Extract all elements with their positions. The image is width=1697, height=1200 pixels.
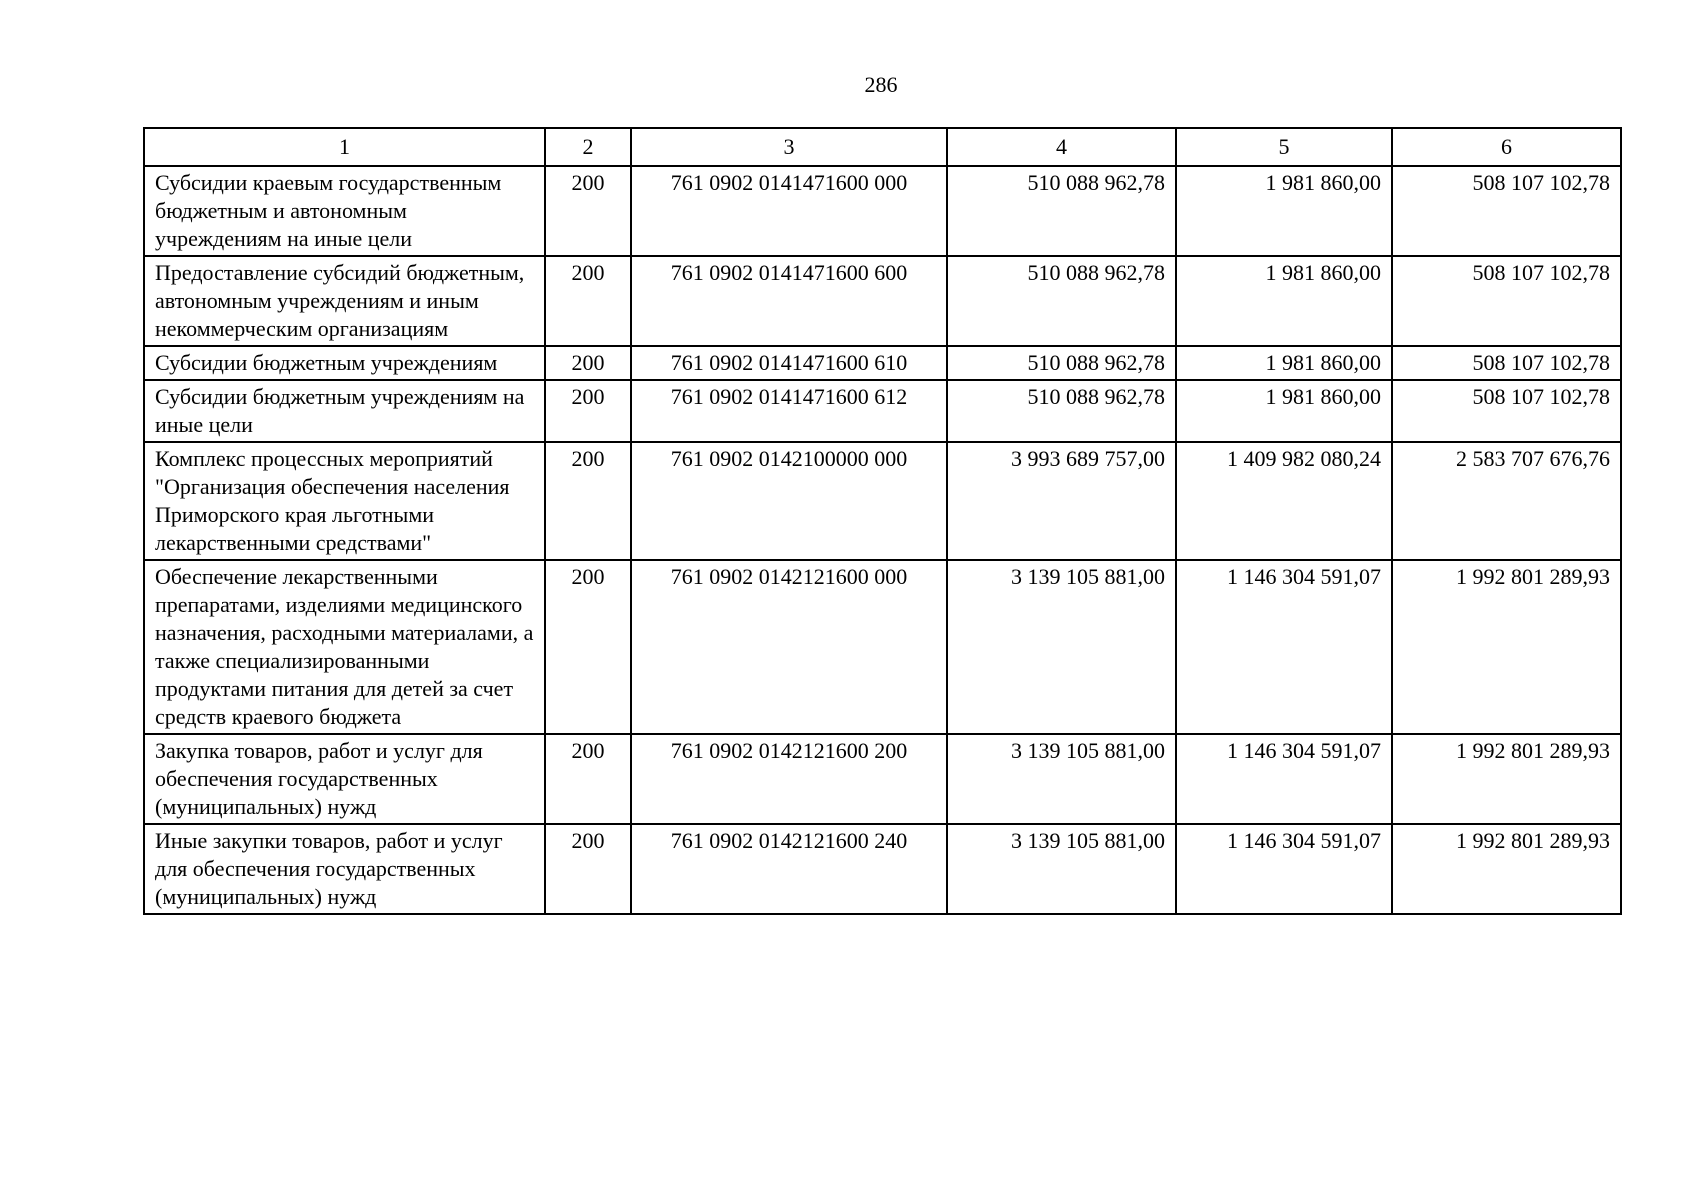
row-name: Субсидии краевым государственным бюджетным и автономным учреждениям на иные цели <box>144 166 545 256</box>
row-col6: 508 107 102,78 <box>1392 256 1621 346</box>
row-col5: 1 981 860,00 <box>1176 380 1392 442</box>
row-col4: 3 993 689 757,00 <box>947 442 1176 560</box>
row-col5: 1 981 860,00 <box>1176 346 1392 380</box>
row-name: Предоставление субсидий бюджетным, автономным учреждениям и иным некоммерческим организациям <box>144 256 545 346</box>
row-col6: 508 107 102,78 <box>1392 166 1621 256</box>
row-classification: 761 0902 0142121600 200 <box>631 734 947 824</box>
row-code: 200 <box>545 560 631 734</box>
table-row <box>144 256 1621 346</box>
row-col5: 1 146 304 591,07 <box>1176 824 1392 914</box>
row-classification: 761 0902 0141471600 000 <box>631 166 947 256</box>
row-classification: 761 0902 0142100000 000 <box>631 442 947 560</box>
row-col4: 3 139 105 881,00 <box>947 824 1176 914</box>
row-name: Комплекс процессных мероприятий "Организация обеспечения населения Приморского края льготными лекарственными средствами" <box>144 442 545 560</box>
column-header: 4 <box>947 128 1176 166</box>
table-row <box>144 560 1621 734</box>
row-col6: 1 992 801 289,93 <box>1392 560 1621 734</box>
row-classification: 761 0902 0142121600 240 <box>631 824 947 914</box>
column-header: 5 <box>1176 128 1392 166</box>
row-classification: 761 0902 0142121600 000 <box>631 560 947 734</box>
table-row <box>144 346 1621 380</box>
table-row <box>144 166 1621 256</box>
row-name: Иные закупки товаров, работ и услуг для обеспечения государственных (муниципальных) нужд <box>144 824 545 914</box>
row-code: 200 <box>545 346 631 380</box>
row-name: Субсидии бюджетным учреждениям на иные цели <box>144 380 545 442</box>
row-col5: 1 146 304 591,07 <box>1176 734 1392 824</box>
row-classification: 761 0902 0141471600 610 <box>631 346 947 380</box>
column-header: 2 <box>545 128 631 166</box>
row-col6: 1 992 801 289,93 <box>1392 734 1621 824</box>
row-col5: 1 146 304 591,07 <box>1176 560 1392 734</box>
row-col6: 1 992 801 289,93 <box>1392 824 1621 914</box>
row-col5: 1 981 860,00 <box>1176 256 1392 346</box>
row-col6: 508 107 102,78 <box>1392 380 1621 442</box>
table-row <box>144 824 1621 914</box>
page-number: 286 <box>864 72 898 97</box>
row-col5: 1 409 982 080,24 <box>1176 442 1392 560</box>
row-col6: 2 583 707 676,76 <box>1392 442 1621 560</box>
row-name: Обеспечение лекарственными препаратами, изделиями медицинского назначения, расходными материалами, а также специализированными продуктами питания для детей за счет средств краевого бюджета <box>144 560 545 734</box>
row-col5: 1 981 860,00 <box>1176 166 1392 256</box>
column-header: 6 <box>1392 128 1621 166</box>
row-code: 200 <box>545 256 631 346</box>
table-row <box>144 442 1621 560</box>
table-row <box>144 734 1621 824</box>
row-col6: 508 107 102,78 <box>1392 346 1621 380</box>
row-col4: 510 088 962,78 <box>947 166 1176 256</box>
row-code: 200 <box>545 166 631 256</box>
row-col4: 510 088 962,78 <box>947 256 1176 346</box>
row-classification: 761 0902 0141471600 612 <box>631 380 947 442</box>
row-classification: 761 0902 0141471600 600 <box>631 256 947 346</box>
column-header: 1 <box>144 128 545 166</box>
row-code: 200 <box>545 442 631 560</box>
row-code: 200 <box>545 380 631 442</box>
header-row <box>144 128 1621 166</box>
table-row <box>144 380 1621 442</box>
budget-table <box>143 127 1622 915</box>
column-header: 3 <box>631 128 947 166</box>
row-code: 200 <box>545 824 631 914</box>
row-name: Субсидии бюджетным учреждениям <box>144 346 545 380</box>
row-col4: 510 088 962,78 <box>947 346 1176 380</box>
row-col4: 510 088 962,78 <box>947 380 1176 442</box>
row-code: 200 <box>545 734 631 824</box>
row-col4: 3 139 105 881,00 <box>947 734 1176 824</box>
row-col4: 3 139 105 881,00 <box>947 560 1176 734</box>
row-name: Закупка товаров, работ и услуг для обеспечения государственных (муниципальных) нужд <box>144 734 545 824</box>
